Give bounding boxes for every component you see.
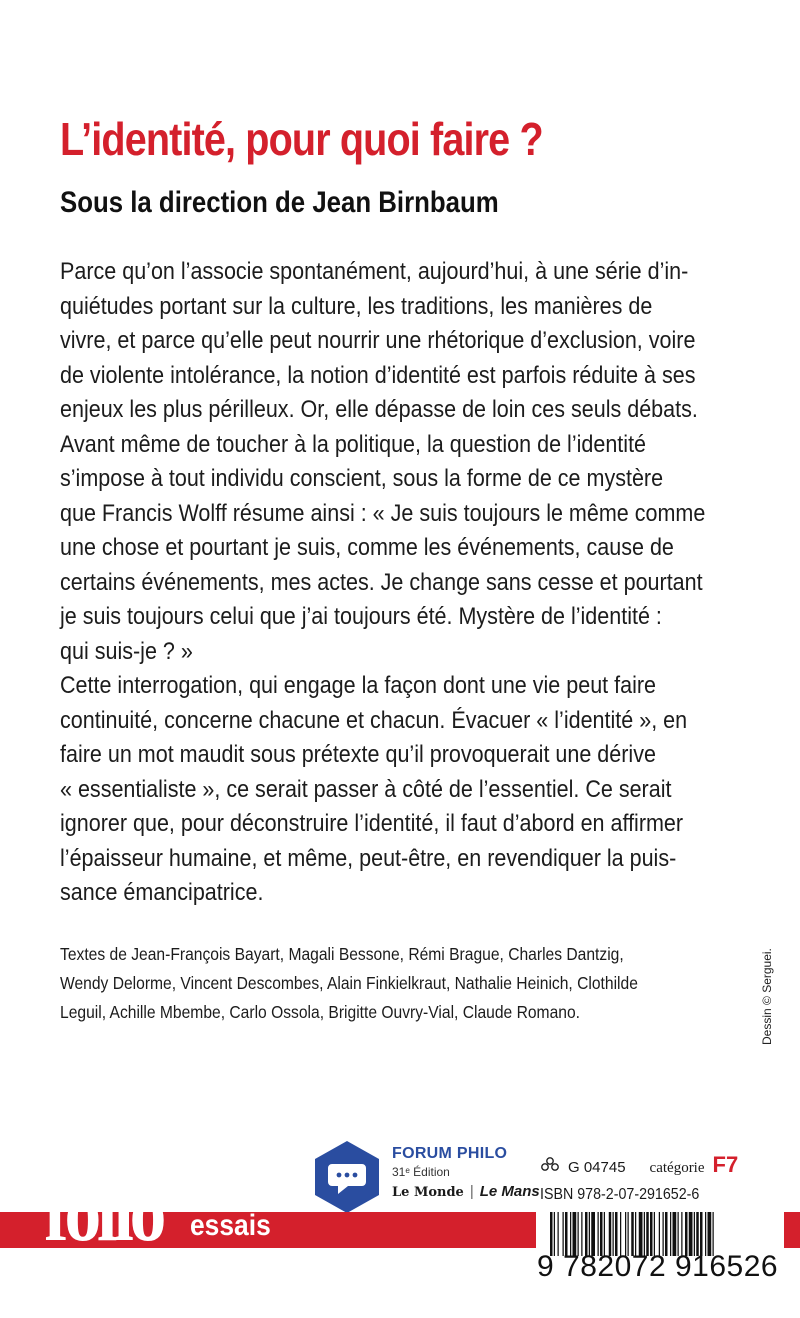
book-subtitle: Sous la direction de Jean Birnbaum bbox=[60, 186, 499, 219]
contributors-line: Textes de Jean-François Bayart, Magali Bessone, Rémi Brague, Charles Dantzig, bbox=[60, 944, 624, 964]
forum-philo-logo-icon bbox=[314, 1140, 380, 1214]
contributors bbox=[60, 940, 739, 1027]
blurb-line: que Francis Wolff résume ainsi : « Je suis toujours le même comme bbox=[60, 499, 706, 527]
contributors-line: Leguil, Achille Mbembe, Carlo Ossola, Brigitte Ouvry-Vial, Claude Romano. bbox=[60, 1002, 581, 1022]
blurb-line: continuité, concerne chacune et chacun. Évacuer « l’identité », en bbox=[60, 706, 688, 734]
blurb-line: enjeux les plus périlleux. Or, elle dépasse de loin ces seuls débats. bbox=[60, 396, 698, 423]
contributors-line: Wendy Delorme, Vincent Descombes, Alain Finkielkraut, Nathalie Heinich, Clothilde bbox=[60, 973, 638, 993]
blurb bbox=[60, 255, 742, 911]
blurb-line: vivre, et parce qu’elle peut nourrir une rhétorique d’exclusion, voire bbox=[60, 327, 696, 354]
forum-edition: 31ᵉ Édition bbox=[392, 1165, 450, 1179]
blurb-line: de violente intolérance, la notion d’identité est parfois réduite à ses bbox=[60, 361, 696, 389]
blurb-line: faire un mot maudit sous prétexte qu’il provoquerait une dérive bbox=[60, 741, 656, 768]
partner-le-mans: Le Mans bbox=[479, 1183, 540, 1200]
book-title: L’identité, pour quoi faire ? bbox=[60, 113, 543, 165]
blurb-line: ignorer que, pour déconstruire l’identité, il faut d’abord en affirmer bbox=[60, 810, 684, 837]
blurb-line: Parce qu’on l’associe spontanément, aujourd’hui, à une série d’in- bbox=[60, 258, 689, 285]
g-code: G 04745 bbox=[568, 1159, 626, 1176]
partner-le-monde: Le Monde bbox=[392, 1185, 464, 1200]
blurb-line: je suis toujours celui que j’ai toujours été. Mystère de l’identité : bbox=[60, 603, 662, 630]
blurb-line: s’impose à tout individu conscient, sous la forme de ce mystère bbox=[60, 465, 664, 492]
category-label: catégorie bbox=[649, 1160, 705, 1176]
blurb-line: quiétudes portant sur la culture, les traditions, les manières de bbox=[60, 292, 653, 320]
blurb-line: certains événements, mes actes. Je change sans cesse et pourtant bbox=[60, 568, 703, 596]
blurb-line: qui suis-je ? » bbox=[60, 637, 193, 665]
essais-label: essais bbox=[190, 1209, 271, 1242]
gallimard-cog-icon bbox=[540, 1156, 560, 1172]
barcode-digits: 9 782072 916526 bbox=[537, 1250, 779, 1283]
blurb-line: une chose et pourtant je suis, comme les événements, cause de bbox=[60, 534, 674, 561]
blurb-line: Cette interrogation, qui engage la façon dont une vie peut faire bbox=[60, 672, 657, 699]
blurb-line: sance émancipatrice. bbox=[60, 879, 264, 906]
forum-title: FORUM PHILO bbox=[392, 1145, 508, 1162]
blurb-line: Avant même de toucher à la politique, la question de l’identité bbox=[60, 430, 647, 458]
illustration-credit: Dessin © Serguei. bbox=[760, 948, 774, 1045]
forum-partners bbox=[392, 1183, 540, 1200]
blurb-line: l’épaisseur humaine, et même, peut-être, en revendiquer la puis- bbox=[60, 844, 677, 872]
blurb-line: « essentialiste », ce serait passer à côté de l’essentiel. Ce serait bbox=[60, 775, 672, 803]
folio-logo: folio bbox=[44, 1163, 163, 1259]
partner-separator: | bbox=[469, 1183, 474, 1200]
forum-philo-block bbox=[392, 1145, 540, 1200]
book-codes bbox=[540, 1152, 780, 1204]
isbn: ISBN 978-2-07-291652-6 bbox=[540, 1186, 700, 1203]
category-value: F7 bbox=[712, 1152, 739, 1177]
